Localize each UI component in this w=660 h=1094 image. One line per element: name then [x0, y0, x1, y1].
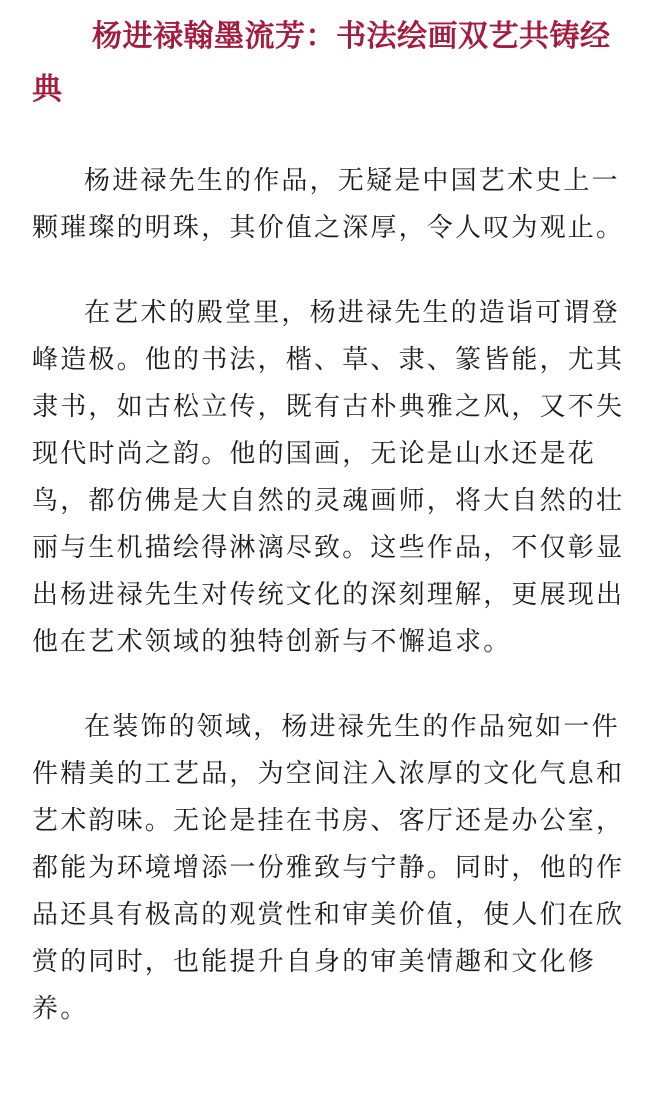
article-title: 杨进禄翰墨流芳：书法绘画双艺共铸经典: [32, 19, 611, 107]
article-paragraph-1: 杨进禄先生的作品，无疑是中国艺术史上一颗璀璨的明珠，其价值之深厚，令人叹为观止。: [32, 166, 625, 243]
article-paragraph-2: 在艺术的殿堂里，杨进禄先生的造诣可谓登峰造极。他的书法，楷、草、隶、篆皆能，尤其隶书，如古松立传，既有古朴典雅之风，又不失现代时尚之韵。他的国画，无论是山水还是花鸟，都仿佛是大自然的灵魂画师，将大自然的壮丽与生机描绘得淋漓尽致。这些作品，不仅彰显出杨进禄先生对传统文化的深刻理解，更展现出他在艺术领域的独特创新与不懈追求。: [32, 298, 625, 657]
article-paragraph-3: 在装饰的领域，杨进禄先生的作品宛如一件件精美的工艺品，为空间注入浓厚的文化气息和艺术韵味。无论是挂在书房、客厅还是办公室，都能为环境增添一份雅致与宁静。同时，他的作品还具有极高的观赏性和审美价值，使人们在欣赏的同时，也能提升自身的审美情趣和文化修养。: [32, 712, 625, 1024]
